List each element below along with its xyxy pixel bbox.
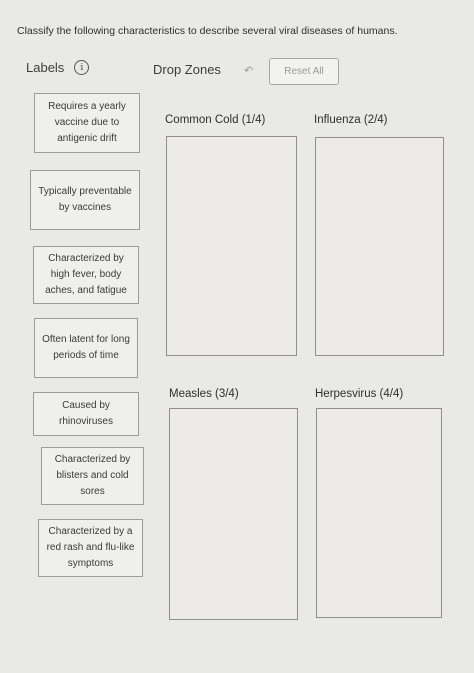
draggable-label[interactable]: Requires a yearly vaccine due to antigenic drift	[34, 93, 140, 153]
draggable-label[interactable]: Caused by rhinoviruses	[33, 392, 139, 436]
labels-header	[26, 60, 89, 75]
drop-zone-common-cold[interactable]	[166, 136, 297, 356]
zone-title-influenza: Influenza (2/4)	[314, 114, 388, 126]
zone-title-herpesvirus: Herpesvirus (4/4)	[315, 388, 404, 400]
reset-all-button[interactable]: Reset All	[269, 58, 339, 85]
draggable-label[interactable]: Often latent for long periods of time	[34, 318, 138, 378]
draggable-label[interactable]: Characterized by a red rash and flu-like symptoms	[38, 519, 143, 577]
draggable-label[interactable]: Characterized by high fever, body aches, and fatigue	[33, 246, 139, 304]
draggable-label[interactable]: Typically preventable by vaccines	[30, 170, 140, 230]
draggable-label[interactable]: Characterized by blisters and cold sores	[41, 447, 144, 505]
undo-arrow-icon[interactable]: ↶	[244, 65, 254, 77]
drop-zone-influenza[interactable]	[315, 137, 444, 356]
labels-title: Labels	[26, 60, 65, 75]
instructions-text: Classify the following characteristics to describe several viral diseases of humans.	[17, 25, 398, 37]
info-icon[interactable]: i	[74, 60, 89, 75]
drop-zone-measles[interactable]	[169, 408, 298, 620]
zone-title-measles: Measles (3/4)	[169, 388, 239, 400]
zone-title-common-cold: Common Cold (1/4)	[165, 114, 266, 126]
drop-zone-herpesvirus[interactable]	[316, 408, 442, 618]
drop-zones-title: Drop Zones	[153, 62, 221, 77]
